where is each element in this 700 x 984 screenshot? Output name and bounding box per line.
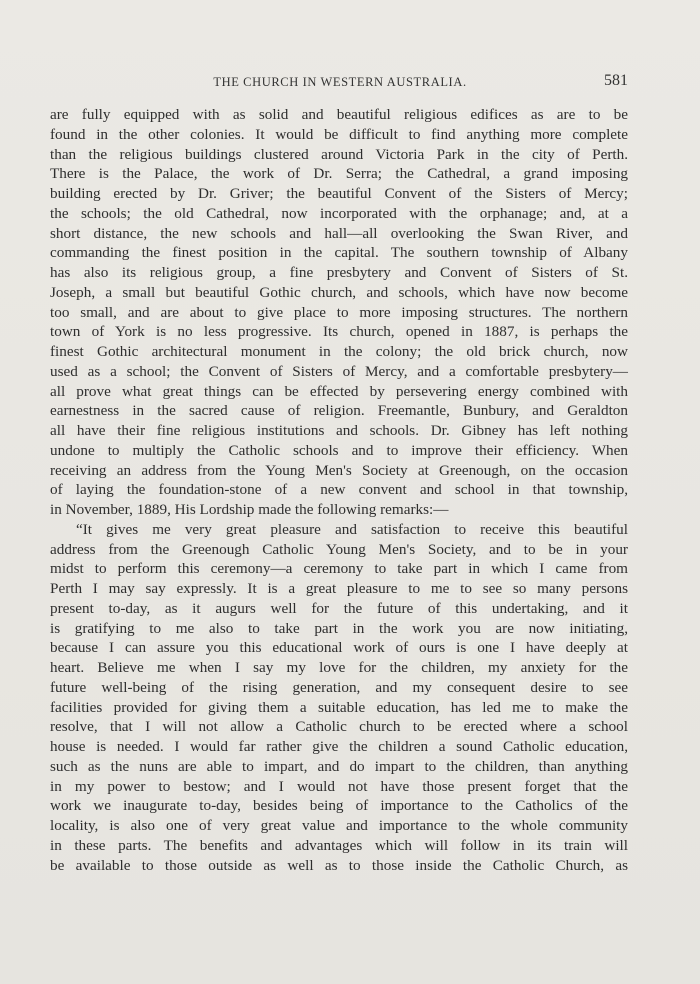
text-line: midst to perform this ceremony—a ceremony to take part in which I came from [50, 560, 628, 578]
text-line: the schools; the old Cathedral, now incorporated with the orphanage; and, at a [50, 204, 628, 222]
text-line: in November, 1889, His Lordship made the following remarks:— [50, 501, 449, 518]
text-line: facilities provided for giving them a suitable education, has led me to make the [50, 698, 628, 716]
text-line: heart. Believe me when I say my love for the children, my anxiety for the [50, 659, 628, 676]
text-line: There is the Palace, the work of Dr. Serra; the Cathedral, a grand imposing [50, 165, 628, 183]
text-line: because I can assure you this educational work of ours is one I have deeply at [50, 639, 628, 657]
text-line: is gratifying to me also to take part in the work you are now initiating, [50, 619, 628, 637]
text-line: earnestness in the sacred cause of religion. Freemantle, Bunbury, and Geraldton [50, 402, 628, 420]
page-number: 581 [604, 72, 628, 89]
text-line: too small, and are about to give place to more imposing structures. The northern [50, 303, 628, 321]
text-line: present to-day, as it augurs well for the future of this undertaking, and it [50, 599, 628, 617]
text-line: commanding the finest position in the capital. The southern township of Albany [50, 244, 628, 262]
text-line: “It gives me very great pleasure and satisfaction to receive this beautiful [76, 520, 628, 538]
text-line: receiving an address from the Young Men's Society at Greenough, on the occasion [50, 461, 628, 479]
text-line: has also its religious group, a fine presbytery and Convent of Sisters of St. [50, 264, 628, 281]
body-text [50, 105, 628, 875]
text-line: town of York is no less progressive. Its church, opened in 1887, is perhaps the [50, 323, 628, 341]
text-line: all have their fine religious institutions and schools. Dr. Gibney has left nothing [50, 422, 628, 439]
text-line: address from the Greenough Catholic Young Men's Society, and to be in your [50, 540, 628, 558]
text-line: short distance, the new schools and hall—all overlooking the Swan River, and [50, 224, 628, 242]
text-line: undone to multiply the Catholic schools and to improve their efficiency. When [50, 441, 628, 459]
text-line: house is needed. I would far rather give the children a sound Catholic education, [50, 738, 628, 755]
text-line: building erected by Dr. Griver; the beautiful Convent of the Sisters of Mercy; [50, 185, 628, 202]
text-line: than the religious buildings clustered around Victoria Park in the city of Perth. [50, 145, 628, 163]
text-line: in my power to bestow; and I would not have those present forget that the [50, 777, 628, 795]
running-title: THE CHURCH IN WESTERN AUSTRALIA. [213, 75, 467, 89]
text-line: such as the nuns are able to impart, and do impart to the children, than anything [50, 757, 628, 775]
text-line: used as a school; the Convent of Sisters of Mercy, and a comfortable presbytery— [50, 362, 628, 380]
text-line: found in the other colonies. It would be difficult to find anything more complete [50, 125, 628, 143]
text-line: Joseph, a small but beautiful Gothic church, and schools, which have now become [50, 283, 628, 301]
text-line: of laying the foundation-stone of a new convent and school in that township, [50, 481, 628, 499]
text-line: be available to those outside as well as to those inside the Catholic Church, as [50, 856, 628, 874]
text-line: locality, is also one of very great value and importance to the whole community [50, 817, 628, 834]
text-line: resolve, that I will not allow a Catholic church to be erected where a school [50, 718, 628, 736]
text-line: Perth I may say expressly. It is a great pleasure to me to see so many persons [50, 580, 628, 597]
text-line: are fully equipped with as solid and beautiful religious edifices as are to be [50, 106, 628, 123]
text-line: in these parts. The benefits and advantages which will follow in its train will [50, 836, 628, 854]
text-line: future well-being of the rising generation, and my consequent desire to see [50, 678, 628, 696]
text-line: all prove what great things can be effected by persevering energy combined with [50, 382, 628, 400]
page-header [50, 72, 630, 92]
text-line: finest Gothic architectural monument in the colony; the old brick church, now [50, 343, 628, 360]
text-line: work we inaugurate to-day, besides being of importance to the Catholics of the [50, 797, 628, 815]
